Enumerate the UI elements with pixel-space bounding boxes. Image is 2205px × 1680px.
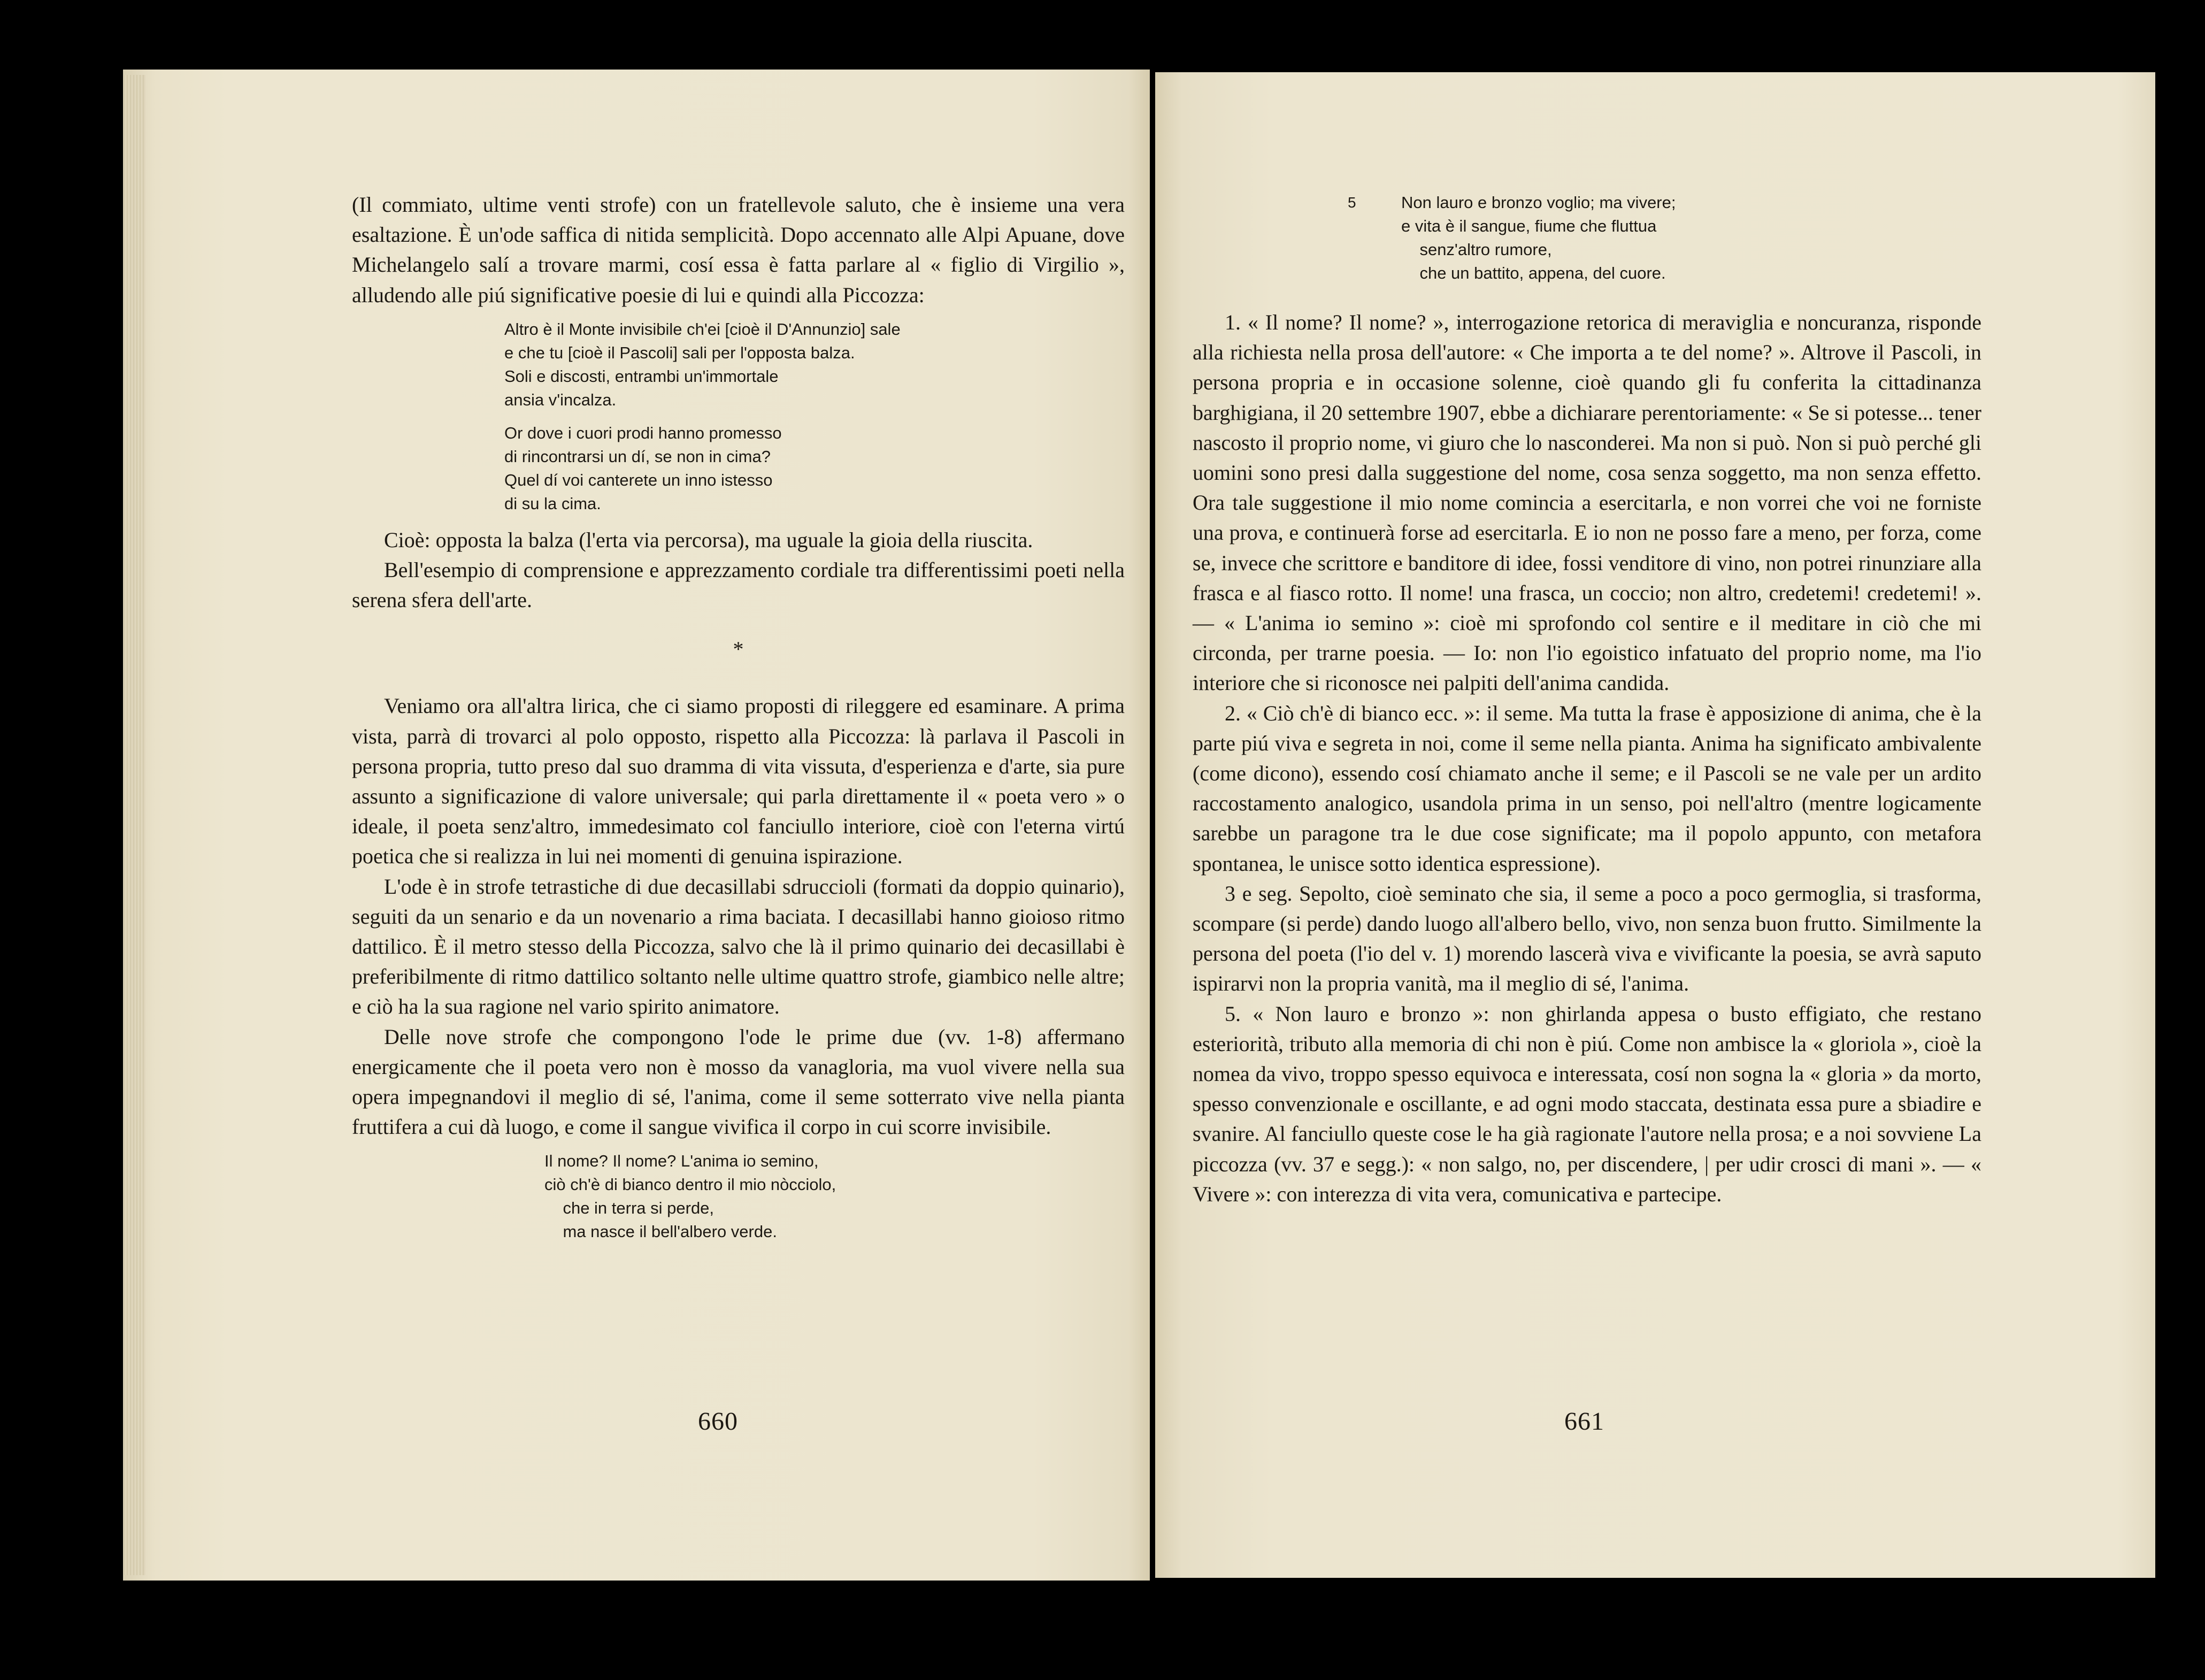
right-page xyxy=(1155,72,2155,1578)
left-page xyxy=(123,70,1150,1581)
paragraph: Delle nove strofe che compongono l'ode le prime due (vv. 1-8) affermano energicamente che il poeta vero non è mosso da vanagloria, ma vuol vivere nella sua opera impegnandovi il meglio di sé, l'anima, come il seme sotterrato vive nella pianta fruttifera a cui dà luogo, e come il sangue vivifica il corpo in cui scorre invisibile. xyxy=(352,1024,1125,1139)
verse-line: che un battito, appena, del cuore. xyxy=(1401,264,1666,282)
verse-stanza xyxy=(504,318,1125,412)
verse-line: Or dove i cuori prodi hanno promesso xyxy=(504,423,782,442)
verse-stanza xyxy=(504,421,1125,516)
verse-line: Non lauro e bronzo voglio; ma vivere; xyxy=(1401,193,1676,212)
verse-line: e che tu [cioè il Pascoli] sali per l'opposta balza. xyxy=(504,343,855,362)
note-paragraph: 3 e seg. Sepolto, cioè seminato che sia, il seme a poco a poco germoglia, si trasforma, scompare (si perde) dando luogo all'albero bello, vivo, non senza buon frutto. Similmente la persona del poeta (l'io del v. 1) morendo lascerà viva e vivificante la poesia, se avrà saputo ispirarvi non la propria vanità, ma il meglio di sé, l'anima. xyxy=(1193,881,1981,996)
verse-line: Il nome? Il nome? L'anima io semino, xyxy=(544,1152,819,1171)
verse-line: Soli e discosti, entrambi un'immortale xyxy=(504,366,779,386)
page-edges xyxy=(124,75,145,1575)
page-number: 660 xyxy=(698,1407,738,1436)
note-paragraph: 5. « Non lauro e bronzo »: non ghirlanda appesa o busto effigiato, che restano esteriorità, tributo alla memoria di chi non è piú. Come non ambisce la « gloriola », cioè la nomea da vivo, troppo spesso equivoca e interessata, cosí non sogna la « gloria » da morto, spesso convenzionale e oscillante, e ad ogni modo staccata, destinata essa pure a sbiadire e svanire. Al fanciullo queste cose le ha già ragionate l'autore nella prosa; e a noi sovviene La piccozza (vv. 37 e segg.): « non salgo, no, per discendere, | per udir crosci di mani ». — « Vivere »: con interezza di vita vera, comunicativa e partecipe. xyxy=(1193,1001,1981,1206)
verse-line: Altro è il Monte invisibile ch'ei [cioè il D'Annunzio] sale xyxy=(504,319,901,339)
paragraph: Bell'esempio di comprensione e apprezzamento cordiale tra differentissimi poeti nella serena sfera dell'arte. xyxy=(352,558,1125,612)
verse-number: 5 xyxy=(1348,194,1356,211)
verse-block xyxy=(504,318,1125,516)
verse-line: senz'altro rumore, xyxy=(1401,240,1552,259)
paragraph: (Il commiato, ultime venti strofe) con un fratellevole saluto, che è insieme una vera esaltazione. È un'ode saffica di nitida semplicità. Dopo accennato alle Alpi Apuane, dove Michelangelo salí a trovare marmi, cosí essa è fatta parlare al « figlio di Virgilio », alludendo alle piú significative poesie di lui e quindi alla Piccozza: xyxy=(352,193,1125,307)
right-page-notes xyxy=(1193,308,1981,1209)
verse-line: che in terra si perde, xyxy=(544,1199,714,1218)
paragraph: Veniamo ora all'altra lirica, che ci siamo proposti di rileggere ed esaminare. A prima vista, parrà di trovarci al polo opposto, rispetto alla Piccozza: là parlava il Pascoli in persona propria, tutto preso dal suo dramma di vita vissuta, d'esperienza e d'arte, sia pure assunto a significazione di valore universale; qui parla direttamente il « poeta vero » o ideale, il poeta senz'altro, immedesimato col fanciullo interiore, cioè con l'eterna virtú poetica che si realizza in lui nei momenti di genuina ispirazione. xyxy=(352,694,1125,869)
verse-line: Quel dí voi canterete un inno istesso xyxy=(504,470,773,489)
note-paragraph: 2. « Ciò ch'è di bianco ecc. »: il seme. Ma tutta la frase è apposizione di anima, che è la parte piú viva e segreta in noi, come il seme nella pianta. Anima ha significato ambivalente (come dicono), essendo cosí chiamato anche il seme; e il Pascoli se ne vale per un ardito raccostamento analogico, usandola prima in un senso, poi nell'altro (mentre logicamente sarebbe un paragone tra le due cose significate; ma il popolo appunto, con metafora spontanea, le unisce sotto identica espressione). xyxy=(1193,701,1981,876)
verse-line: ciò ch'è di bianco dentro il mio nòcciolo, xyxy=(544,1175,836,1194)
verse-line: ansia v'incalza. xyxy=(504,390,617,409)
paragraph: L'ode è in strofe tetrastiche di due decasillabi sdruccioli (formati da doppio quinario), seguiti da un senario e da un novenario a rima baciata. I decasillabi hanno gioioso ritmo dattilico. È il metro stesso della Piccozza, salvo che là il primo quinario dei decasillabi è preferibilmente di ritmo dattilico soltanto nelle ultime quattro strofe, giambico nelle altre; e ciò ha la sua ragione nel vario spirito animatore. xyxy=(352,874,1125,1019)
verse-line: di su la cima. xyxy=(504,494,601,513)
verse-line: e vita è il sangue, fiume che fluttua xyxy=(1401,217,1657,235)
note-paragraph: 1. « Il nome? Il nome? », interrogazione retorica di meraviglia e noncuranza, risponde alla richiesta nella prosa dell'autore: « Che importa a te del nome? ». Altrove il Pascoli, in persona propria e in occasione solenne, cioè quando gli fu conferita la cittadinanza barghigiana, il 20 settembre 1907, ebbe a dichiarare perentoriamente: « Se si potesse... tener nascosto il proprio nome, vi giuro che lo nasconderei. Ma non si può. Non si può perché gli uomini sono presi dalla suggestione del nome, cosa senza soggetto, ma non senza effetto. Ora tale suggestione il mio nome comincia a esercitarla, e non vorrei che voi ne forniste una prova, e continuerà forse ad esercitarla. E io non ne posso fare a meno, per forza, come se, invece che scrittore e banditore di idee, fossi venditore di vino, non potrei rinunziare alla frasca e al fiasco rotto. Il nome! una frasca, un coccio; non altro, credetemi! credetemi! ». — « L'anima io semino »: cioè mi sprofondo col sentire e il meditare in ciò che mi circonda, per trarne poesia. — Io: non l'io egoistico infatuato del proprio nome, ma l'io interiore che si riconosce nei palpiti dell'anima candida. xyxy=(1193,310,1981,695)
paragraph: Cioè: opposta la balza (l'erta via percorsa), ma uguale la gioia della riuscita. xyxy=(384,527,1033,552)
left-page-text xyxy=(352,190,1125,1244)
verse-line: ma nasce il bell'albero verde. xyxy=(544,1222,777,1241)
verse-block xyxy=(544,1149,1125,1244)
verse-block xyxy=(1401,191,1676,285)
section-separator: * xyxy=(733,637,744,662)
page-number: 661 xyxy=(1564,1407,1604,1436)
verse-line: di rincontrarsi un dí, se non in cima? xyxy=(504,447,771,466)
